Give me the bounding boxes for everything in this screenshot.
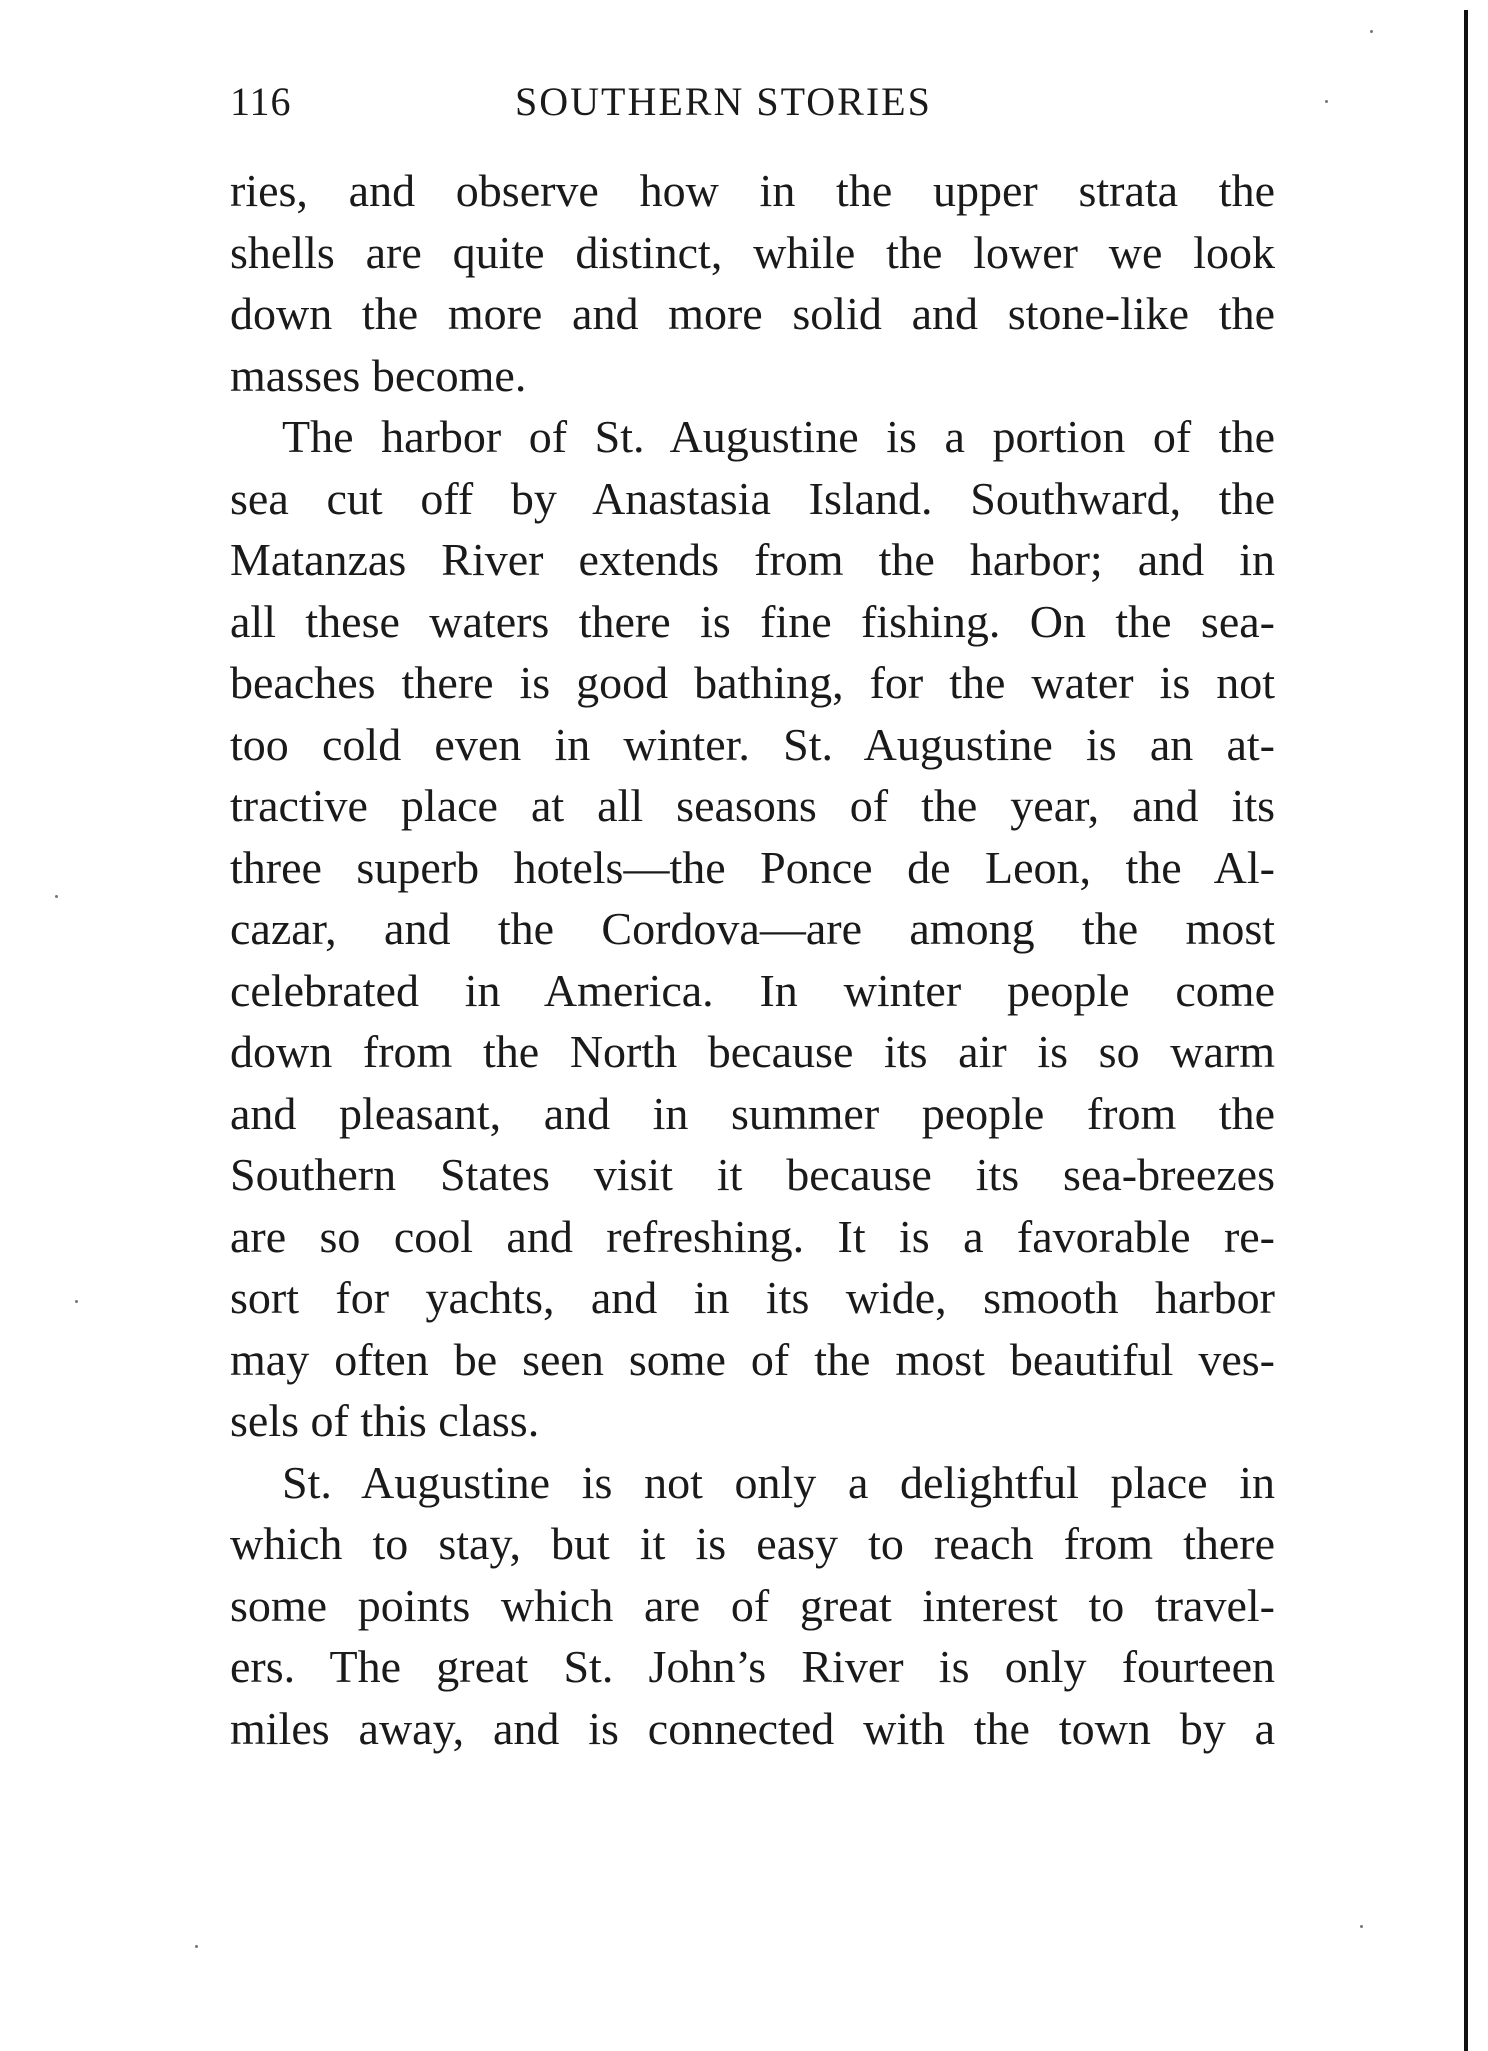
- text-line: all these waters there is fine fishing. On the sea-: [230, 595, 1275, 647]
- text-line: some points which are of great interest to travel-: [230, 1579, 1275, 1631]
- binding-edge-line: [1464, 10, 1468, 2051]
- scan-speck: [1370, 30, 1373, 33]
- text-line: shells are quite distinct, while the lower we look: [230, 226, 1275, 278]
- text-line: three superb hotels—the Ponce de Leon, the Al-: [230, 841, 1275, 893]
- text-line: miles away, and is connected with the town by a: [230, 1702, 1275, 1754]
- text-line: The harbor of St. Augustine is a portion of the: [282, 411, 1275, 462]
- running-title: SOUTHERN STORIES: [515, 79, 932, 124]
- text-line: are so cool and refreshing. It is a favorable re-: [230, 1210, 1275, 1262]
- text-line: tractive place at all seasons of the year, and its: [230, 780, 1275, 831]
- text-line: masses become.: [230, 349, 527, 401]
- scan-speck: [1325, 100, 1328, 103]
- text-line: down from the North because its air is so warm: [230, 1026, 1275, 1077]
- text-line: celebrated in America. In winter people come: [230, 964, 1275, 1016]
- running-head: [230, 78, 1275, 128]
- text-line: ers. The great St. John’s River is only fourteen: [230, 1641, 1275, 1692]
- body-text: [230, 160, 1275, 1759]
- text-line: sels of this class.: [230, 1395, 540, 1446]
- scan-speck: [75, 1300, 78, 1303]
- text-line: and pleasant, and in summer people from the: [230, 1087, 1275, 1139]
- text-line: down the more and more solid and stone-like the: [230, 288, 1275, 339]
- page-edge-shadow: [1458, 10, 1488, 2051]
- text-line: beaches there is good bathing, for the water is not: [230, 657, 1275, 708]
- text-line: ries, and observe how in the upper strata the: [230, 165, 1275, 216]
- scan-speck: [195, 1945, 198, 1948]
- text-line: may often be seen some of the most beautiful ves-: [230, 1333, 1275, 1385]
- scan-speck: [1360, 1925, 1363, 1928]
- page-number: 116: [230, 79, 292, 124]
- text-line: Southern States visit it because its sea-breezes: [230, 1149, 1275, 1200]
- text-line: too cold even in winter. St. Augustine is an at-: [230, 718, 1275, 770]
- scan-speck: [55, 895, 58, 898]
- text-line: sea cut off by Anastasia Island. Southward, the: [230, 472, 1275, 524]
- text-line: Matanzas River extends from the harbor; and in: [230, 534, 1275, 585]
- text-line: cazar, and the Cordova—are among the most: [230, 903, 1275, 954]
- text-line: sort for yachts, and in its wide, smooth harbor: [230, 1272, 1275, 1323]
- text-line: which to stay, but it is easy to reach from there: [230, 1518, 1275, 1569]
- text-line: St. Augustine is not only a delightful place in: [282, 1456, 1275, 1508]
